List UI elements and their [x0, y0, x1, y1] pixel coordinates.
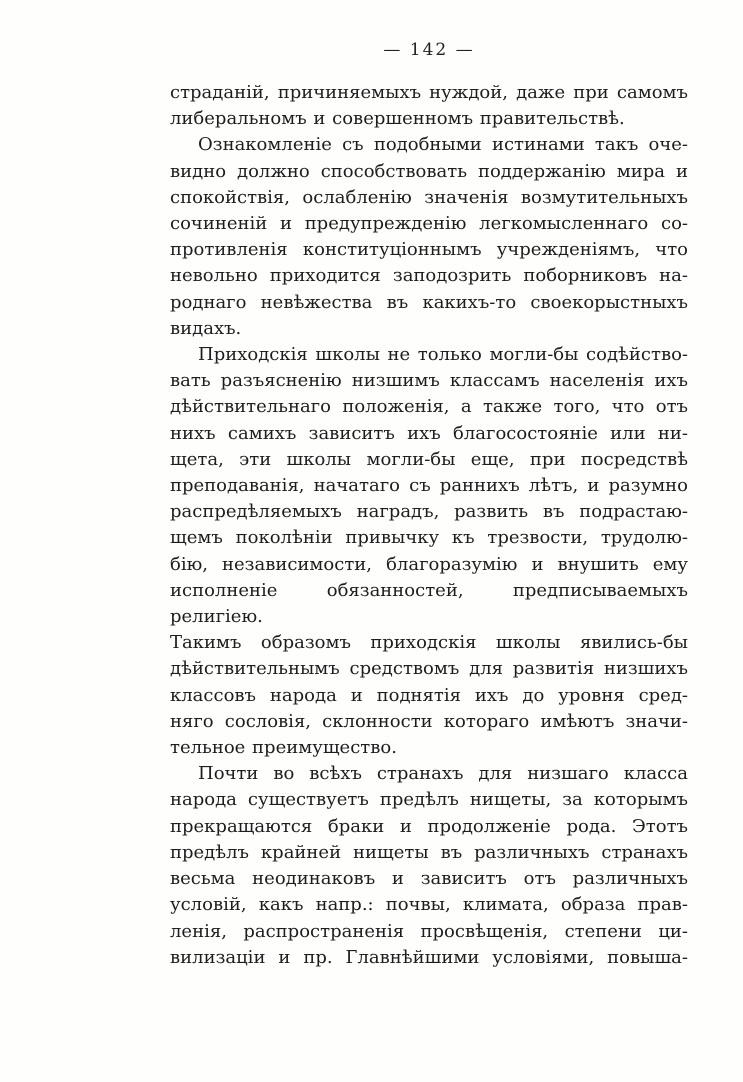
text-line: видно должно способствовать поддержанію мира и — [170, 160, 688, 182]
text-line: сочиненій и предупрежденію легкомысленнаго со- — [170, 213, 688, 235]
text-line: Приходскія школы не только могли-бы содѣйство- — [198, 344, 688, 366]
text-line: бію, независимости, благоразумію и внушить ему — [170, 553, 688, 575]
paragraph — [170, 80, 688, 132]
text-line: невольно приходится заподозрить поборниковъ на- — [170, 265, 688, 287]
page-number: — 142 — — [383, 40, 475, 60]
paragraph — [170, 342, 688, 761]
text-line: видахъ. — [170, 317, 242, 339]
text-line: спокойствія, ослабленію значенія возмутительныхъ — [170, 186, 688, 208]
text-line: дѣйствительнаго положенія, а также того, что отъ — [170, 396, 688, 418]
text-line: классовъ народа и поднятія ихъ до уровня сред- — [170, 684, 688, 706]
text-line: весьма неодинаковъ и зависитъ отъ различныхъ — [170, 868, 688, 890]
text-line: тельное преимущество. — [170, 737, 397, 759]
text-line: вать разъясненію низшимъ классамъ населенія ихъ — [170, 370, 688, 392]
text-block — [170, 80, 688, 971]
text-line: няго сословія, склонности котораго имѣютъ значи- — [170, 710, 688, 732]
text-line: страданій, причиняемыхъ нуждой, даже при самомъ — [170, 82, 688, 103]
text-line: условій, какъ напр.: почвы, климата, образа прав- — [170, 894, 688, 916]
text-line: предѣлъ крайней нищеты въ различныхъ странахъ — [170, 841, 688, 863]
text-line: Ознакомленіе съ подобными истинами такъ оче- — [198, 134, 688, 156]
text-line: нихъ самихъ зависитъ ихъ благосостояніе или ни- — [170, 422, 688, 444]
text-line: Такимъ образомъ приходскія школы явились-бы — [170, 632, 688, 654]
text-line: ленія, распространенія просвѣщенія, степени ци- — [170, 920, 688, 942]
text-line: либеральномъ и совершенномъ правительствѣ. — [170, 108, 625, 130]
text-line: щета, эти школы могли-бы еще, при посредствѣ — [170, 448, 688, 470]
paragraph — [170, 132, 688, 342]
text-line: преподаванія, начатаго съ раннихъ лѣтъ, и разумно — [170, 475, 688, 497]
text-line: противленія конституціоннымъ учрежденіямъ, что — [170, 239, 688, 261]
text-line: прекращаются браки и продолженіе рода. Этотъ — [170, 815, 688, 837]
text-line: щемъ поколѣніи привычку къ трезвости, трудолю- — [170, 527, 688, 549]
text-line: народа существуетъ предѣлъ нищеты, за которымъ — [170, 789, 688, 811]
text-line: дѣйствительнымъ средствомъ для развитія низшихъ — [170, 658, 688, 680]
text-line: Почти во всѣхъ странахъ для низшаго класса — [198, 763, 688, 785]
text-line: роднаго невѣжества въ какихъ-то своекорыстныхъ — [170, 291, 688, 313]
text-line: распредѣляемыхъ наградъ, развить въ подрастаю- — [170, 501, 688, 523]
paragraph — [170, 761, 688, 971]
text-line: вилизаціи и пр. Главнѣйшими условіями, повыша- — [170, 946, 688, 968]
text-line: исполненіе обязанностей, предписываемыхъ религіею. — [170, 579, 688, 628]
